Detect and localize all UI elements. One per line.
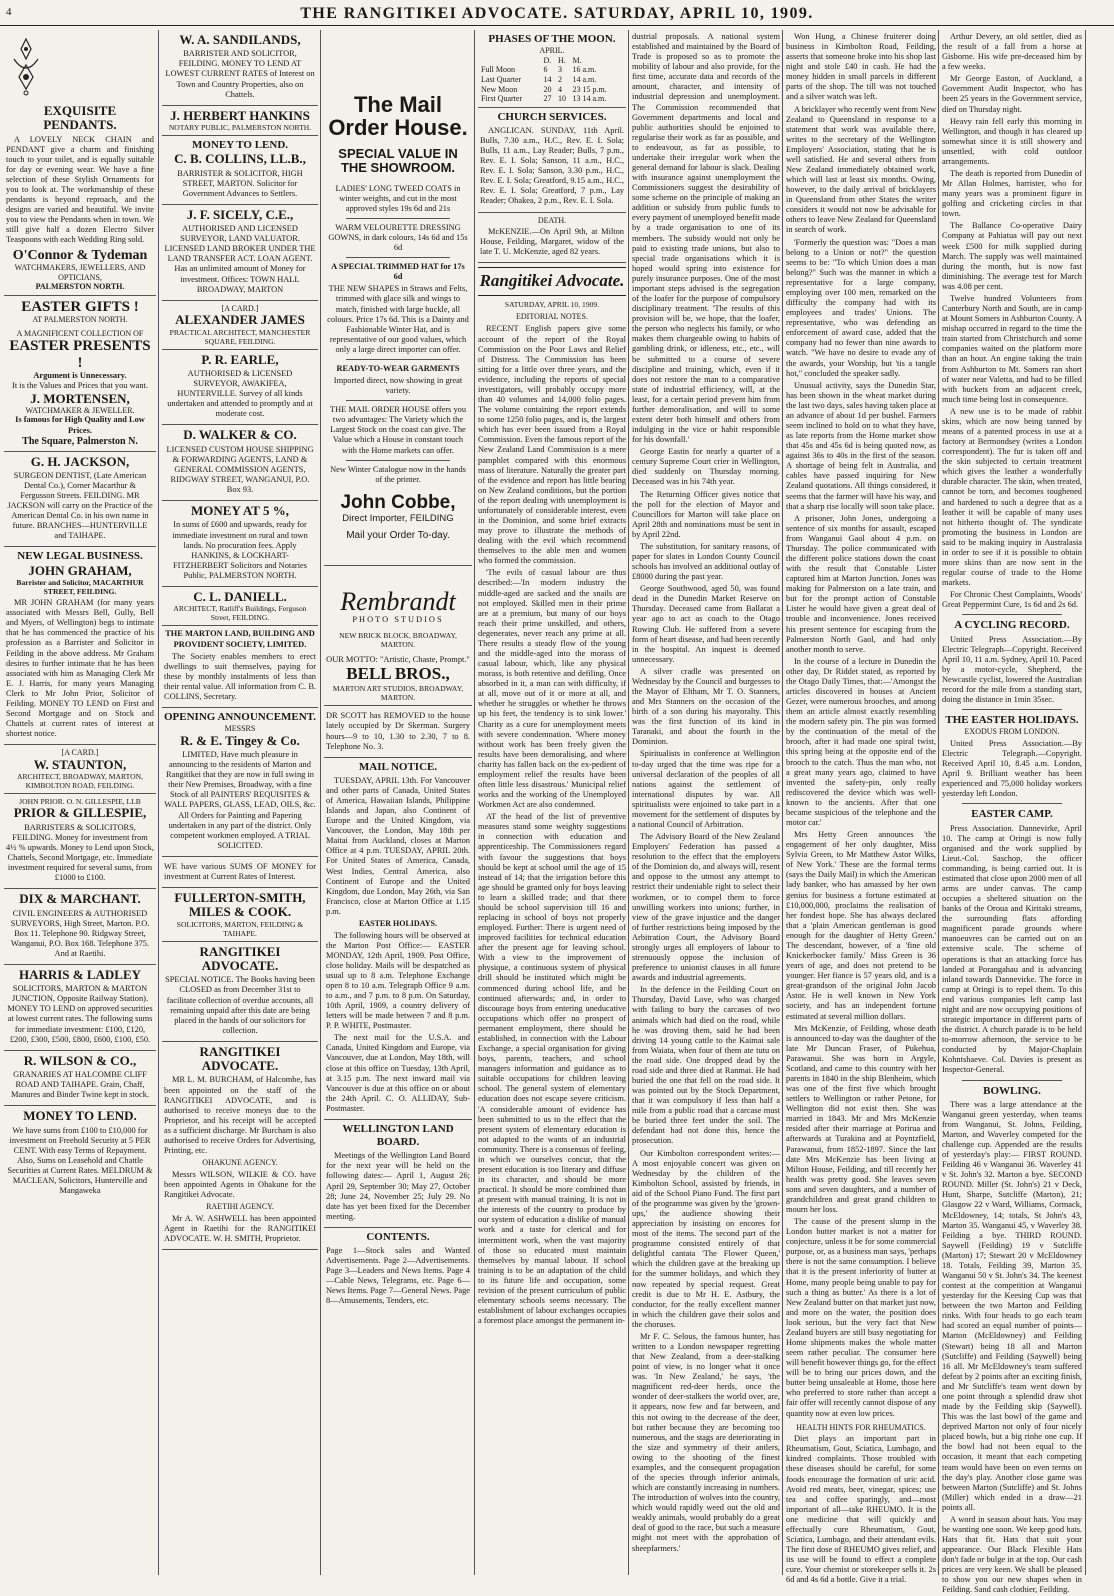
mail-order-title: The Mail Order House. <box>328 92 468 141</box>
sums-body: WE have various SUMS OF MONEY for investment at Current Rates of Interest. <box>164 861 316 881</box>
scott-body: DR SCOTT has REMOVED to the house lately occupied by Dr Skerman. Surgery hours—9 to 10, 1.30 to 2.30, 7 to 8. Telephone No. 3. <box>326 711 470 751</box>
easter-argument: Argument is Unnecessary. <box>33 371 127 381</box>
shapes-item: THE NEW SHAPES in Straws and Felts, trimmed with glace silk and wings to match, finished with large buckle, all colours. Price 17s 6d. This is a Dainty and Fashionable Winter Hat, and is representative of our good values, which only a large direct importer can offer. <box>327 284 469 354</box>
motto: OUR MOTTO: "Artistic, Chaste, Prompt." <box>326 655 470 665</box>
oconnor-address: PALMERSTON NORTH. <box>35 282 125 292</box>
moon-header-row: D. H. M. <box>543 55 582 65</box>
sandilands-name: W. A. SANDILANDS, <box>179 32 301 47</box>
news-paragraph: Won Hung, a Chinese fruiterer doing business in Kimbolton Road, Feilding, asserts that someone broke into his shop last night and stole £40 in cash. He had the money hidden in small parcels in different parts of the shop. The till was not touched and a silver watch was left. <box>786 32 936 102</box>
easter-collection: A MAGNIFICENT COLLECTION OF <box>16 328 144 338</box>
dix-name: DIX & MARCHANT. <box>19 891 141 907</box>
news-paragraph: Mrs Hetty Green announces 'the engagement of her only daughter, Miss Sylvia Green, to Mr Matthew Astor Wilks, of New York.' These are the formal terms (says the Daily Mail) in which the American lady banker, who has amassed by her own genius for business a fortune estimated at £10,000,000, proclaims the realisation of her fondest hope. She has always declared that a 'plain American gentleman is good enough for the daughter of Hetty Green.' The descendant, however, of a 'fine old Knickerbocker family.' Miss Green is 36 years of age, and does not pretend to be younger. Her fiance is 57 years old, and is a great-grandson of the original John Jacob Astor. He is well known in New York society, and has an independent fortune estimated at several million dollars. <box>786 830 936 1021</box>
graham-name: JOHN GRAHAM, <box>28 562 132 578</box>
alexander-body: PRACTICAL ARCHITECT, MANCHESTER SQUARE, FEILDING. <box>169 327 311 346</box>
money5-body: In sums of £600 and upwards, ready for immediate investment on rural and town lands. No procuration fees. Apply HANKINS, & LOCKHART-FITZHERBERT Solicitors and Notaries Public, PALMERSTON NORTH. <box>172 520 308 580</box>
sicely-name: J. F. SICELY, C.E., <box>186 206 294 222</box>
notice-books-closed <box>162 942 318 1042</box>
rangitikei-heading-1: RANGITIKEI ADVOCATE. <box>199 943 281 974</box>
easter-values: It is the Values and Prices that you want. <box>12 381 148 391</box>
contents-body: Page 1—Stock sales and Wanted Advertisements. Page 2—Advertisements. Page 3—Leaders and News Items. Page 4—Cable News, Telegrams, etc. Page 6—News Items. Page 7—General News. Page 8—Amusements, Tenders, etc. <box>326 1246 470 1306</box>
bowling-body: There was a large attendance at the Wanganui green yesterday, when teams from Wanganui, St. Johns, Feilding, Marton, and Waverley competed for the challenge cup. Appended are the results of yesterday's play:— FIRST ROUND. Feilding 46 v Wanganui 36. Waverley 41 v St. John's 32. Marton a bye. SECOND ROUND. Miller (St. John's) 21 v Deck, Hunt, Sharpe, Sutcliffe (Marton), 21; Glasgow 22 v Ward, Williams, Cormack, McEldowney, 14; totals, St John's 43, Marton 35. Wanganui 45, v Waverley 38. Feilding a bye. THIRD ROUND. Saywell (Feilding) 19 v Sutcliffe (Marton) 17; Stewart 20 v McEldowney 18. Totals, Feilding 39, Marton 35. Wanganui 50 v St. John's 34. The keenest contest at the competition at Wanganui yesterday for the Keesing Cup was that between the two Marton and Feilding rinks. With four heads to go each team had scored an equal number of points—Marton (McEldowney) and Feilding (Stewart) being 18 all and Marton (Sutcliffe) and Feilding (Saywell) being 16 all. Mr McEldowney's team suffered defeat by 2 points after an exciting finish, and Mr Sutcliffe's team went down by one point through a splendid draw shot made by the Feilding skip (Saywell). This was the last bowl of the game and deprived Marton not only of four nicely placed bowls, but a big rinhe one cup. If the bowl had not been equal to the occasion, it meant that each competing team would have been on even terms on the day's play. Another close game was between Marton (Sutcliffe) and St. Johns (Miller) which ended in a draw—21 points all. <box>942 1099 1082 1512</box>
alexander-name: ALEXANDER JAMES <box>175 312 305 328</box>
dix-body: CIVIL ENGINEERS & AUTHORISED SURVEYORS, High Street, Marton. P.O. Box 11. Telephone 90. Ridgway Street, Wanganui, P.O. Box 168. Telephone 375. And at Raetihi. <box>10 908 150 958</box>
moon-table <box>480 56 624 104</box>
column-4 <box>478 30 626 1575</box>
ad-hankins <box>162 106 318 136</box>
bowling-heading: BOWLING. <box>983 1084 1041 1097</box>
wlb-body: Meetings of the Wellington Land Board for the next year will be held on the following dates:— April 1, August 26; April 29, September 30; May 27, October 28; June 24, November 25; July 29. No date has yet been fixed for the December meeting. <box>326 1151 470 1221</box>
rembrandt-logo: Rembrandt <box>340 587 456 617</box>
special-value: SPECIAL VALUE IN THE SHOWROOM. <box>338 146 458 176</box>
news-paragraph: The Advisory Board of the New Zealand Employers' Federation has passed a resolution to the effect that the employers of the Dominion do, and always will, resent and oppose to the utmost any attempt to restrict their undeniable right to select their workmen, or to compel them to force unwilling workers into unions; further, in view of the grave injustice and the danger of further restrictions being imposed by the Arbitration Court, the Advisory Board strongly urges all employers of labour to strenuously oppose the inclusion of preference to unionist clauses in all future awards and industrial agreements. <box>632 832 780 983</box>
wilson-body: GRANARIES AT HALCOMBE CLIFF ROAD AND TAIHAPE. Grain, Chaff, Manures and Binder Twine kept in stock. <box>10 1069 150 1100</box>
news-paragraph: For Chronic Chest Complaints, Woods' Great Peppermint Cure, 1s 6d and 2s 6d. <box>942 590 1082 610</box>
walker-body: LICENSED CUSTOM HOUSE SHIPPING & FORWARDING AGENTS, LAND & GENERAL COMMISSION AGENTS, RIDGWAY STREET, WANGANUI, P.O. Box 93. <box>166 444 314 495</box>
earle-body: AUTHORISED & LICENSED SURVEYOR, AWAKIFEA, HUNTERVILLE. Survey of all kinds undertaken and attended to promptly and at moderate cost. <box>167 369 313 419</box>
easter-heading: EASTER GIFTS ! <box>21 298 139 315</box>
cobbe-name: John Cobbe, <box>340 491 456 513</box>
collins-body: BARRISTER & SOLICITOR, HIGH STREET, MARTON. Solicitor for Government Advances to Settlers. <box>177 168 303 198</box>
ad-dix <box>4 889 156 965</box>
easter-camp-heading: EASTER CAMP. <box>971 808 1053 821</box>
fullerton-body: SOLICITORS, MARTON, FEILDING & TAIHAPE. <box>176 919 304 938</box>
column-8-edge <box>1088 30 1112 1575</box>
news-paragraph: The death is reported from Dunedin of Mr Allan Holmes, barrister, who for many years was a prominent figure in golfing and cricketing circles in that town. <box>942 169 1082 219</box>
books-closed-body: SPECIAL NOTICE. The Books having been CLOSED as from December 31st to facilitate collection of overdue accounts, all remaining unpaid after this date are being placed in the hands of our solicitors for collection. <box>165 975 315 1035</box>
news-paragraph: A word in season about hats. You may be wanting one soon. We keep good hats. Hats that fit. Hats that suit your appearance. Our Black Flexible Hats don't fade or bulge in at the top. Our cash prices are very keen. We shall be pleased to show you our new shapes when in Feilding. Sand cash clothier, Feilding. <box>942 1514 1082 1595</box>
exodus-subheading: EXODUS FROM LONDON. <box>964 727 1060 737</box>
editorial-notes-heading: EDITORIAL NOTES. <box>516 311 588 321</box>
news-paragraph: George Eastin for nearly a quarter of a century Supreme Court crier in Wellington, died suddenly on Thursday morning. Deceased was in his 74th year. <box>632 447 780 487</box>
church-heading: CHURCH SERVICES. <box>497 110 607 123</box>
ad-money-5 <box>162 501 318 587</box>
raetihi-heading: RAETIHI AGENCY. <box>206 1201 274 1211</box>
easter-holidays-heading: EASTER HOLIDAYS. <box>359 918 437 928</box>
raetihi-body: Mr A. W. ASHWELL has been appointed Agent in Raetihi for the RANGITIKEI ADVOCATE. W. H. SMITH, Proprietor. <box>164 1213 316 1243</box>
column-rule <box>1085 30 1086 1575</box>
mortensen-sub: WATCHMAKER & JEWELLER. <box>25 405 135 415</box>
ad-wilson <box>4 1051 156 1107</box>
ad-easter-gifts <box>4 296 156 452</box>
daniell-body: ARCHITECT, Ratliff's Buildings, Ferguson Street, FEILDING. <box>173 604 307 623</box>
column-rule <box>782 30 783 1575</box>
death-heading: DEATH. <box>537 215 567 225</box>
wellington-land-board <box>324 1120 472 1228</box>
ad-money-to-lend <box>4 1106 156 1201</box>
easter-holidays-heading: THE EASTER HOLIDAYS. <box>945 714 1079 727</box>
mortensen-name: J. MORTENSEN, <box>30 390 130 406</box>
daniell-name: C. L. DANIELL. <box>193 588 287 604</box>
ad-marton-society <box>162 626 318 708</box>
column-3 <box>324 30 472 1575</box>
moon-row: New Moon 20 4 23 15 p.m. <box>481 84 607 94</box>
bell-body: MARTON ART STUDIOS, BROADWAY, MARTON. <box>332 684 464 703</box>
page-number: 4 <box>6 6 12 18</box>
cycling-heading: A CYCLING RECORD. <box>954 619 1070 632</box>
card-label: [A CARD.] <box>221 303 259 313</box>
news-paragraph: A bricklayer who recently went from New Zealand to Queensland in response to a statement that work was available there, writes to the secretary of the Wellington Employers' Association, stating that he is well satisfied. He and several others from New Zealand immediately obtained work, which will last at least six months. Owing, however, to the daily arrival of bricklayers in Queensland from other States the writer considers it would not now be advisable for others to leave New Zealand for Queensland in search of work. <box>786 104 936 235</box>
news-paragraph: The Returning Officer gives notice that the poll for the election of Mayor and Councillors for Marton will take place on April 28th and nominations must be sent in by April 22nd. <box>632 489 780 539</box>
moon-month: APRIL. <box>539 46 565 56</box>
ad-earle <box>162 350 318 426</box>
messrs-label: MESSRS <box>224 724 256 734</box>
advantages: THE MAIL ORDER HOUSE offers you two advantages: The Variety which the Largest Stock on the coast can give. The Value which a House in constant touch with the Home markets can offer. <box>329 405 467 455</box>
prior-title: PRIOR & GILLESPIE, <box>13 805 147 821</box>
ad-daniell <box>162 587 318 627</box>
ad-tingey <box>162 708 318 857</box>
walker-name: D. WALKER & CO. <box>183 427 297 443</box>
staunton-sub: ARCHITECT, BROADWAY, MARTON, KIMBOLTON ROAD, FEILDING. <box>16 772 144 791</box>
hat-item: A SPECIAL TRIMMED HAT for 17s 6d <box>331 262 465 282</box>
sicely-body: AUTHORISED AND LICENSED SURVEYOR, LAND VALUATOR. LICENSED LAND BROKER UNDER THE LAND TRANSFER ACT. LOAN AGENT. Has an unlimited amount of Money for investment. Offices: TOWN HALL BROADWAY, MARTON <box>164 224 316 294</box>
moon-heading: PHASES OF THE MOON. <box>488 33 616 45</box>
harris-name: HARRIS & LADLEY <box>18 966 142 982</box>
news-paragraph: Heavy rain fell early this morning in Wellington, and though it has cleared up somewhat since it is still showery and unsettled, with cold outdoor arrangements. <box>942 116 1082 166</box>
collins-name: C. B. COLLINS, LL.B., <box>174 151 306 167</box>
harris-body: SOLICITORS, MARTON & MARTON JUNCTION, Opposite Railway Station). MONEY TO LEND on approved securities at lowest current rates. The following sums for immediate investment: £100, £120, £200, £300, £500, £800, £600, £100, £50. <box>7 984 153 1044</box>
health-hints-heading: HEALTH HINTS FOR RHEUMATICS. <box>796 1422 926 1432</box>
ad-prior <box>4 794 156 889</box>
collins-heading: MONEY TO LEND. <box>191 139 289 152</box>
sandilands-body: BARRISTER AND SOLICITOR, FEILDING. MONEY TO LEND AT LOWEST CURRENT RATES of Interest on Town and Country Properties, also on Chattels. <box>165 49 315 99</box>
anglican-body: ANGLICAN. SUNDAY, 11th April. Bulls, 7.30 a.m., H.C., Rev. E. I. Sola; Bulls, 11 a.m., Lay Reader; Bulls, 7 p.m., Rev. E. I. Sola; Sanson, 11 a.m., H.C., Rev. E. I. Sola; Sanson, 3.30 p.m., H.C., Rev. E. I. Sola; Greatford, 9.15 a.m., H.C., Rev. E. I. Sola; Greatford, 7 p.m., Lay Reader; Ohakea, 2 p.m., Rev. E. I. Sola. <box>480 125 624 206</box>
ad-sandilands <box>162 30 318 106</box>
cobbe-foot: Mail your Order To-day. <box>346 530 450 542</box>
column-rule <box>938 30 939 1575</box>
ready-to-wear: READY-TO-WEAR GARMENTS <box>336 363 460 373</box>
ad-collins <box>162 136 318 205</box>
mail-notice-body: TUESDAY, APRIL 13th. For Vancouver and other parts of Canada, United States of America, Hawaiian Islands, Philippine Islands and Japan, also Continent of Europe and the United Kingdom, via Vancouver, the London, May 18th per Maitai from Auckland, closes at Marton Office at 4 p.m. TUESDAY, APRIL 20th. For United States of America, Canada, West Indies, Central America, also Continent of Europe and the United Kingdom, due London, May 26th, via San Francisco, close at Marton Office at 1.15 p.m. <box>326 775 470 916</box>
news-paragraph: Mr F. C. Selous, the famous hunter, has written to a London newspaper regretting that New Zealand, from a deer-stalking point of view, is no longer what it once was. 'In New Zealand,' he says, 'the magnificent red-deer herds, once the wonder of deer-stalkers the world over, are, it appears, now few and far between, and this not owing to the decrease of the deer, but rather because they are becoming too numerous, and the stags are deteriorating in the size and symmetry of their antlers, owing to the shooting of the finest examples, and the consequent propagation of the species through inferior animals, which are constantly increasing in numbers. The introduction of wolves into the country, which would rapidly weed out the old and weakly animals, would probably do a great deal of good to the race, but such a measure might not meet with the approbation of sheepfarmers.' <box>632 1331 780 1553</box>
ad-dr-scott <box>324 706 472 757</box>
column-rule <box>158 30 159 1575</box>
graham-body: MR JOHN GRAHAM (for many years associated with Messrs Bell, Gully, Bell and Myers, of Wellington) begs to intimate that he has commenced the practice of his profession as a Barrister and Solicitor in Feilding in the above address. Mr Graham desires to further intimate that he has been associated with him as Managing Clerk Mr E. J. Harris, for many years Managing Clerk to Mr John Prior, Solicitor of Feilding. MONEY TO LEND on First and Second Mortgage and on Stock and Chattels at current rates of interest at shortest notice. <box>6 598 154 739</box>
society-name: THE MARTON LAND, BUILDING AND PROVIDENT SOCIETY, LIMITED. <box>165 629 315 649</box>
mortensen-address: The Square, Palmerston N. <box>22 435 138 447</box>
money5-heading: MONEY AT 5 %, <box>191 503 289 519</box>
news-paragraph: A prisoner, John Jones, undergoing a sentence of six months for assault, escaped from Wanganui Gaol about 4 p.m. on Thursday. The police communicated with the different police stations down the coast with the result that Constable Lister captured him at Marton Junction. Jones was making for Palmerston on a late train, and but for the prompt action of Constable Lister he would have given a great deal of trouble and inconvenience. Jones received his present sentence for escaping from the Palmerston North Gaol, and had only another month to serve. <box>786 513 936 654</box>
money-body: We have sums from £100 to £10,000 for investment on Freehold Security at 5 PER CENT. With easy Terms of Repayment. Also, Sums on Leasehold and Chattle Securities at Current Rates. MELDRUM & MACLEAN, Solicitors, Hunterville and Mangaweka <box>7 1125 153 1195</box>
hankins-name: J. HERBERT HANKINS <box>170 107 310 123</box>
editorial-masthead: Rangitikei Advocate. <box>478 267 626 295</box>
news-paragraph: In the defence in the Feilding Court on Thursday, David Love, who was charged with failing to bury the carcases of two animals which had died on the road, while he was droving them, said he had been driving 14 young cattle to the Kaimai sale from Waiata, when four of them ate tutu on the road side. One dropped dead by the road side and three died at Ranmai. He had buried the one that fell on the road side. It was pointed out by the Stock Department, that it was compulsory if less than half a mile from a public road that a carcase must be buried three feet under the soil. The defendant had not done this, hence the prosecution. <box>632 985 780 1146</box>
notice-burcham <box>162 1042 318 1250</box>
news-paragraph: The cause of the present slump in the London butter market is not a matter for conjecture, unless it be for some commercial purpose, or, as a business man says, 'perhaps there is not the same consumption. I believe that it is the present inferiority of butter at Home, many people being unable to pay for such a thing as butter.' As there is a lot of New Zealand butter on that market just now, and more on the water, the position does look serious, but the very fact that New Zealand buyers are still busy negotiating for Home shipments makes the whole matter seem rather peculiar. The consumer here will benefit however things go, for the effect will be to bring our prices down, and the butter being unsaleable at Home, those here who preferred to store rather than accept a fair offer will recently cannot dispose of any quantity now at even low prices. <box>786 1217 936 1418</box>
imported-line: Imported direct, now showing in great variety. <box>333 376 463 396</box>
news-paragraph: A new use is to be made of rabbit skins, which are now being tanned by means of a patented process in use at a factory at Bermondsey (writes a London correspondent). The fur is taken off and the skin subjected to certain treatment which gives the leather a wonderfully durable character. The skin, when treated, cannot be torn, and becomes toughened and hardened to such a degree that as a leather it will be capable of many uses not hitherto thought of. The syndicate promoting the business in London are said to be making inquiry in Australasia in order to see if it is possible to obtain more skins than are now sent in the regular course of trade to the Home markets. <box>942 406 1082 588</box>
cycling-body: United Press Association.—By Electric Telegraph—Copyright. Received April 10, 11 a.m. Sydney, April 10. Paced by a motor-cycle, Shepherd, the Newcastle cyclist, lowered the Australian record for the mile from a standing start, doing the distance in 1min 35sec. <box>942 634 1082 705</box>
mortensen-line: Is famous for High Quality and Low Prices. <box>15 415 145 435</box>
legal-heading: NEW LEGAL BUSINESS. <box>17 550 143 563</box>
ad-mail-order-house <box>324 30 472 566</box>
easter-holidays-body: The following hours will be observed at the Marton Post Office:— EASTER MONDAY, 12th April, 1909. Post Office, close holiday. Mails will be despatched as usual up to 8 a.m. Telephone Exchange open 8 to 10 a.m. Telegraph Office 9 a.m. to a.m., and 7 p.m. to 8 p.m. On Saturday, 10th April, 1909, a country delivery of letters will be made between 7 and 8 p.m. P. P. WHITE, Postmaster. <box>326 930 470 1031</box>
moon-row: Last Quarter 14 2 14 a.m. <box>481 74 597 84</box>
column-7 <box>942 30 1082 1595</box>
ad-rembrandt <box>324 566 472 706</box>
mail-next-body: The next mail for the U.S.A. and Canada, United Kingdom and Europe, via Vancouver, due at London, May 18th, will close at this office on Tuesday, 13th April, at 3.15 p.m. The next inward mail via Vancouver is due at this office on or about the 24th April. C. O. ALLIDAY, Sub-Postmaster. <box>326 1033 470 1113</box>
column-2 <box>162 30 318 1575</box>
moon-row: Full Moon 6 3 16 a.m. <box>481 65 597 75</box>
graham-sub: Barrister and Solicitor, MACARTHUR STREET, FEILDING. <box>16 577 144 597</box>
tingey-body: LIMITED, Have much pleasure in announcing to the residents of Marton and Rangitikei that they are now in full swing in their New Premises, Broadway, with a fine Stock of all PAINTERS' REQUISITES & WALL PAPERS, GLASS, LEAD, OILS, &c. All Orders for Painting and Papering undertaken in any part of the district. Only competent workmen employed. A TRIAL SOLICITED. <box>164 750 316 850</box>
prior-names: JOHN PRIOR. O. N. GILLESPIE, LLB <box>19 797 141 807</box>
ad-sicely <box>162 205 318 301</box>
easter-holidays-body: United Press Association.—By Electric Telegraph.—Copyright. Received April 10, 8.45 a.m. London, April 9. Brilliant weather has been experienced and 75,000 holiday workers yesterday left London. <box>942 738 1082 799</box>
mail-notice-heading: MAIL NOTICE. <box>358 760 438 773</box>
news-paragraph: Twelve hundred Volunteers from Canterbury North and South, are in camp at Mount Somers in Ashburton County. A mishap occurred in regard to the time the train started from Christchurch and some companies waited on the platform more than an hour. An engine taking the train from Ashburton to Mt. Somers ran short of water near Valetta, and had to be filled with buckets from an adjacent creek, much time being lost in consequence. <box>942 293 1082 404</box>
editorial-paragraph: RECENT English papers give some account of the report of the Royal Commission on the Poor Laws and Relief of Distress. The Commission has been sitting for a little over three years, and the evidence, including the reports of special investigators, will probably occupy more than 40 volumes and 14,000 folio pages. The volume containing the report extends to some 1250 folio pages, and is, the largest which has ever been issued from a Royal Commission. Even the famous report of the New Zealand Land Commission is a mere pamphlet compared with this enormous mass of literature. Naturally the greater part of the evidence and report has little bearing on New Zealand conditions, but the portion of the report dealing with unemployment is unfortunately of considerable interest, even in the Dominion, and some brief extracts may prove to illustrate the methods of dealing with the evil which recommend themselves to the able men and women who formed the commission. <box>478 324 626 566</box>
ad-pendants <box>4 30 156 296</box>
rangitikei-heading-2: RANGITIKEI ADVOCATE. <box>199 1043 281 1074</box>
column-6 <box>786 30 936 1585</box>
news-paragraph: 'Formerly the question was: "Does a man belong to a Union or not?" the question seems to be: "To which Union does a man belong?" Such was the manner in which a representative for a large company, employing over 100 men, remarked on the difficulty the company had with its employees and trades' Unions. The representative, who was defending an enforcement of award case, added that the company had no fewer than nine awards to watch. "We have no desire to evade any of the awards, your Worship, but 'tis a tangle hot," concluded the speaker sadly. <box>786 237 936 378</box>
contents <box>324 1228 472 1312</box>
pendants-heading: EXQUISITE PENDANTS. <box>43 103 117 133</box>
earle-name: P. R. EARLE, <box>201 351 279 367</box>
ad-sums <box>162 857 318 888</box>
news-paragraph: Mrs McKenzie, of Feilding, whose death is announced to-day was the daughter of the late Mr Duncan Fraser, of Pukehua, Parawanui. She was born in Argyle, Scotland, and came to this country with her parents in 1840 in the ship Blenheim, which was one of the first five which brought settlers to Wellington or rather Petone, for Wellington did not exist then. She was married in 1843. Mr and Mrs McKenzie resided after their marriage at Porirua and afterwards at Turakina and at Poyntzfield, Parawanui, from 1852-1897. Since the last date Mrs McKenzie has been living at Milton House, Feilding, and till recently her health was pretty good. She leaves seven sons and seven daughters, and a number of grandchildren and great grand children to mourn her loss. <box>786 1023 936 1214</box>
death-body: McKENZIE.—On April 9th, at Milton House, Feilding, Margaret, widow of the late T. U. McKenzie, aged 82 years. <box>480 227 624 257</box>
news-paragraph: Mr George Easton, of Auckland, a Government Audit Inspector, who has been 25 years in the Government service, died on Thursday night. <box>942 74 1082 114</box>
news-paragraph: dustrial proposals. A national system established and maintained by the Board of Trade is proposed so as to promote the mobility of labour and also provide, for the first time, accurate data and records of the amount, character, and intensity of industrial depression and unemployment. The Commission recommended that Government departments and local and public authorities should be enjoined to regularise their work as far as possible, and to endeavour, as far as possible, to undertake their irregular work when the general demand for labour is slack. Dealing with insurance against unemployment the Commissioners suggest the desirability of some scheme on the principle of making an addition or subsidy from public funds to every payment of unemployed benefit made by a trade organisation to one of its members. The subsidy would not only be paid to existing trade unions, but also to special trade organisations which it is hoped would spring into existence for purely insurance purposes. One of the most important steps advised is the segregation of the loafer for the purpose of compulsory disciplinary treatment. 'The results of this provision will be, we hope, that the loafer, the person who neglects his family, or who makes them chargeable owing to habits of gambling drink, or idleness, etc., etc., will be submitted to a course of severe discipline and training, which, even if it does not restore the man to a comparative state of industrial efficiency, will, at the least, for a certain period prevent him from further demoralisation, and will to some extent deter both himself and others from indulging in the vice or habit responsible for his downfall.' <box>632 32 780 445</box>
editorial-paragraph: AT the head of the list of preventive measures stand some weighty suggestions in connection with education and apprenticeship. The Commissioners regard with favour the suggestions that boys should be kept at school until the age of 15 instead of 14; that the irrigation before this age should be granted only for boys leaving to learn a skilled trade; and that there should be school supervision till 16 and replacing in school of boys not properly employed. Further: There is urgent need of improved facilities for technical education after the present age for leaving school. With a view to the improvement of physique, a continuous system of physical drill should be instituted which might be commenced during school life, and be continued afterwards; and, in order to discourage boys from entering uneducative occupations which offer no prospect of permanent employment, there should be established, in connection with the Labour Exchange, a special organisation for giving boys, parents, teachers, and school managers information and guidance as to suitable occupations for children leaving school. The general system of elementary education does not escape severe criticism. 'A considerable amount of evidence has been submitted to us to the effect that the present system of elementary education is not adapted to the wants of an industrial community. There is a consensus of feeling, in which we ourselves concur, that the present education is too literary and diffuse in its character, and should be more practical. It should be more combined than at present with manual training. It is not in the interests of the country to produce by our system of education a dislike of manual work and a taste for clerical and for intermittent work, when the vast majority of those so educated must maintain themselves by manual labour. If school training is to be an adaptation of the child to its future life and occupation, some revision of the present curriculum of public elementary schools seems necessary. The establishment of labour exchanges occupies a foremost place amongst the permanent in- <box>478 812 626 1326</box>
tingey-name: R. & E. Tingey & Co. <box>180 732 300 748</box>
contents-heading: CONTENTS. <box>366 1230 430 1243</box>
column-5 <box>632 30 780 1575</box>
ad-graham <box>4 547 156 745</box>
column-rule <box>474 30 475 1575</box>
column-rule <box>320 30 321 1575</box>
rembrandt-address: NEW BRICK BLOCK, BROADWAY, MARTON. <box>339 631 457 650</box>
column-1 <box>4 30 156 1575</box>
news-paragraph: The Ballance Co-operative Dairy Company at Pahiatua will pay out next week £500 for milk supplied during March. The supply was well maintained during the month, but is now fast diminishing. The average test for March was 4.08 per cent. <box>942 221 1082 291</box>
wilson-name: R. WILSON & CO., <box>23 1052 137 1068</box>
column-rule <box>628 30 629 1575</box>
news-paragraph: The substitution, for sanitary reasons, of paper for slates in London County Council schools has involved an additional outlay of £8000 during the past year. <box>632 541 780 582</box>
news-paragraph: Arthur Devery, an old settler, died as the result of a fall from a horse at Gisborne. His wife pre-deceased him by a few weeks. <box>942 32 1082 72</box>
mail-notice <box>324 758 472 1120</box>
moon-row: First Quarter 27 10 13 14 a.m. <box>481 94 607 104</box>
staunton-name: W. STAUNTON, <box>33 756 127 772</box>
prior-body: BARRISTERS & SOLICITORS, FEILDING. Money for investment from 4½ % upwards. Money to Lend upon Stock, Chattels, Second Mortgage, etc. Immediate investment required for several sums, from £1000 to £100. <box>6 822 154 883</box>
news-paragraph: A silver cradle was presented on Wednesday by the Council and burgesses to the Mayor of Eltham, Mr T. O. Stanners, and Mrs Stanners on the occasion of the birth of a son during his mayoralty. This was the first function of its kind in Taranaki, and about the fourth in the Dominion. <box>632 666 780 747</box>
death-notice <box>478 213 626 264</box>
ad-fullerton <box>162 888 318 942</box>
ohakune-heading: OHAKUNE AGENCY. <box>202 1158 278 1168</box>
easter-at: AT PALMERSTON NORTH. <box>32 315 128 325</box>
pendant-illustration <box>6 37 46 97</box>
ad-jackson <box>4 452 156 548</box>
news-paragraph: Spiritualists in conference at Wellington to-day urged that the time was ripe for a universal declaration of the peoples of all nations against the settlement of international disputes by war. All spiritualists were enjoined to take part in a movement for the settlement of disputes by a national Council of Arbitration. <box>632 749 780 830</box>
money-heading: MONEY TO LEND. <box>23 1108 137 1124</box>
ad-alexander-james <box>162 301 318 350</box>
easter-camp-body: Press Association. Dannevirke, April 10. The camp at Oringi is now fully organised and the work supplied by Lieut.-Col. Saschop, the officer commanding, is being carried out. It is estimated that close upon 2000 men of all arms are under canvas. The camp occupies a sheltered situation on the banks of the Oroua and Kiritaki streams, the surrounding flats affording magnificent parade grounds where manoeuvres can be carried out on an extensive scale. The scheme of operations is that an attacking force has landed at Porangahau and is advancing inland towards Dannevirke. The force in camp at Oringi is to repel them. To this end various companies left camp last night and are now occupying positions of strategic importance in different parts of the district. A church parade is to be held to-morrow afternoon, the service to be conducted by Major-Chaplain Kohntshaeve. Col. Davies is present as Inspector-General. <box>942 823 1082 1075</box>
editorial-paragraph: 'The evils of casual labour are thus described:—'In modern industry the middle-aged are sacked and the snails are not employed. Skilled men in their prime are at a premium, but many of our boys reach their prime unskilled, and others, degenerates, never reach any prime at all. There results a steady flow of the young and the middle-aged into the morass of casual labour, which, like any physical morass, is both retentive and defiling. Once absorbed in it, a man can with difficulty, if at all, move out of it or more at all, and whether he struggles or whether he throws up his feet, the tendency is to sink lower.' Charity as a cure for unemployment meets with severe condemnation. 'Where money without work has been freely given the results have been demoralising, and where charity has fallen back on the ex-pedient of employment relief the results have been often little less disastrous.' Municipal relief works and the working of the Unemployed Workmen Act are also condemned. <box>478 568 626 810</box>
hankins-body: NOTARY PUBLIC, PALMERSTON NORTH. <box>168 122 312 132</box>
rembrandt-sub: PHOTO STUDIOS <box>352 615 444 625</box>
catalogue-line: New Winter Catalogue now in the hands of the printer. <box>330 464 466 484</box>
moon-phases <box>478 30 626 108</box>
ohakune-body: Messrs WILSON, WILKIE & CO. have been appointed Agents in Ohakune for the Rangitikei Advocate. <box>164 1169 316 1199</box>
editorial-dateline: SATURDAY, APRIL 10, 1909. <box>504 299 600 309</box>
pendants-body: A LOVELY NECK CHAIN and PENDANT give a charm and finishing touch to your toilet, and is equally suitable for day or evening wear. We have a fine selection of these Stylish Ornaments for you to look at. The workmanship of these pendants is beyond reproach, and the designs are varied and beautiful. We invite you to view the Pendants when in town. We still give half a dozen Electro Silver Teaspoons with each Wedding Ring sold. <box>6 134 154 245</box>
ad-walker <box>162 425 318 501</box>
burcham-body: MR L. M. BURCHAM, of Halcombe, has been appointed on the staff of the RANGITIKEI ADVOCATE, and is authorised to receive moneys due to the Proprietor, and his receipt will be accepted as a sufficient discharge. Mr Burcham is also authorised to receive Orders for Advertising, Printing, etc. <box>164 1075 316 1155</box>
opening-heading: OPENING ANNOUNCEMENT. <box>164 710 316 723</box>
society-body: The Society enables members to erect dwellings to suit themselves, paying for these by monthly instalments of less than their rental value. All information from C. B. COLLINS, Secretary. <box>164 651 316 701</box>
news-paragraph: In the course of a lecture in Dunedin the other day, Dr Riddet stated, as reported by the Otago Daily Times, that:—'Amongst the articles discovered in houses at Ancient Gezer, were numerous brooches, and among them an article almost exactly resembling the modern safety pin. The pin was formed by the continuation of the metal of the brooch, after it had made one spiral twist, this spring being at the opposite end of the brooch to the catch. Thus the man who, not a great many years ago, claimed to have invented the safety-pin, only really rediscovered the device which was well-known to the ancients. After that one became suspicious of the telephone and the motor car.' <box>786 656 936 828</box>
oconnor-sub: WATCHMAKERS, JEWELLERS, AND OPTICIANS, <box>14 262 146 282</box>
ad-harris <box>4 965 156 1051</box>
fullerton-name: FULLERTON-SMITH, MILES & COOK. <box>174 889 306 920</box>
easter-presents: EASTER PRESENTS ! <box>9 338 151 371</box>
news-paragraph: Diet plays an important part in Rheumatism, Gout, Sciatica, Lumbago, and kindred complaints. Those troubled with these diseases should be careful, for some foods encourage the formation of uric acid. Avoid red meats, beer, vinegar, spices; use tea and coffee sparingly, and—most important of all—take RHEUMO. It is the one medicine that will quickly and effectually cure Rheumatism, Gout, Sciatica, Lumbago, and their attendant evils. The first dose of RHEUMO gives relief, and its use will be found to effect a complete cure. Your chemist or storekeeper sells it. 2s 6d and 4s 6d a bottle. Give it a trial. <box>786 1434 936 1585</box>
card-label: [A CARD.] <box>61 748 99 758</box>
ad-staunton <box>4 745 156 794</box>
masthead <box>0 0 1114 26</box>
jackson-name: G. H. JACKSON, <box>30 453 130 469</box>
newspaper-title: THE RANGITIKEI ADVOCATE. SATURDAY, APRIL 10, 1909. <box>300 5 814 22</box>
news-paragraph: Our Kimbolton correspondent writes:—A most enjoyable concert was given on Wednesday by the children of the Kimbolton School, assisted by friends, in aid of the School Piano Fund. The first part of the programme was given by the 'grown-ups,' the audience showing their appreciation by insisting on encores for most of the items. The second part of the programme consisted entirely of that delightful cantata 'The Flower Queen,' which the children gave at the breaking up for the summer holidays, and which they now repeated by special request. Great credit is due to Mr H. E. Astbury, the conductor, for the really excellent manner in which the children gave their solos and the choruses. <box>632 1148 780 1329</box>
news-paragraph: George Southwood, aged 50, was found dead in the Dunedin Market Reserve on Thursday. Deceased came from Ballarat a year ago to act as coach to the Otago Rowing Club. He suffered from a severe form of heart disease, and had been recently in the hospital. An inquest is deemed unnecessary. <box>632 584 780 664</box>
coats-item: LADIES' LONG TWEED COATS in winter weights, and cut in the most approved styles 19s 6d and 21s <box>335 183 461 213</box>
church-services <box>478 108 626 213</box>
wlb-heading: WELLINGTON LAND BOARD. <box>342 1122 454 1149</box>
bell-bros: BELL BROS., <box>346 664 450 684</box>
oconnor-name: O'Connor & Tydeman <box>12 247 148 263</box>
gowns-item: WARM VELOURETTE DRESSING GOWNS, in dark colours, 14s 6d and 15s 6d <box>328 223 468 253</box>
jackson-body: SURGEON DENTIST, (Late American Dental Co.), Corner Macarthur & Fergusson Streets. FEILDING. MR JACKSON will carry on the Practice of the American Dental Co. in his own name in future. BRANCHES—HUNTERVILLE and TAIHAPE. <box>7 470 153 541</box>
cobbe-sub: Direct Importer, FEILDING <box>342 512 454 524</box>
news-paragraph: Unusual activity, says the Dunedin Star, has been shown in the wheat market during the last two days, sales having taken place at an advance of about 1d per bushel. Farmers seem inclined to hold on to what they have, as late reports from the Home market show that 45s and 45s 6d is being quoted now, as against 36s to 40s in the first of the season. A shortage of being felt in Australia, and cables have passed inquiring for New Zealand quotations. All things considered, it seems that the farmer will have his way, and that a sharp rise locally will soon take place. <box>786 380 936 511</box>
